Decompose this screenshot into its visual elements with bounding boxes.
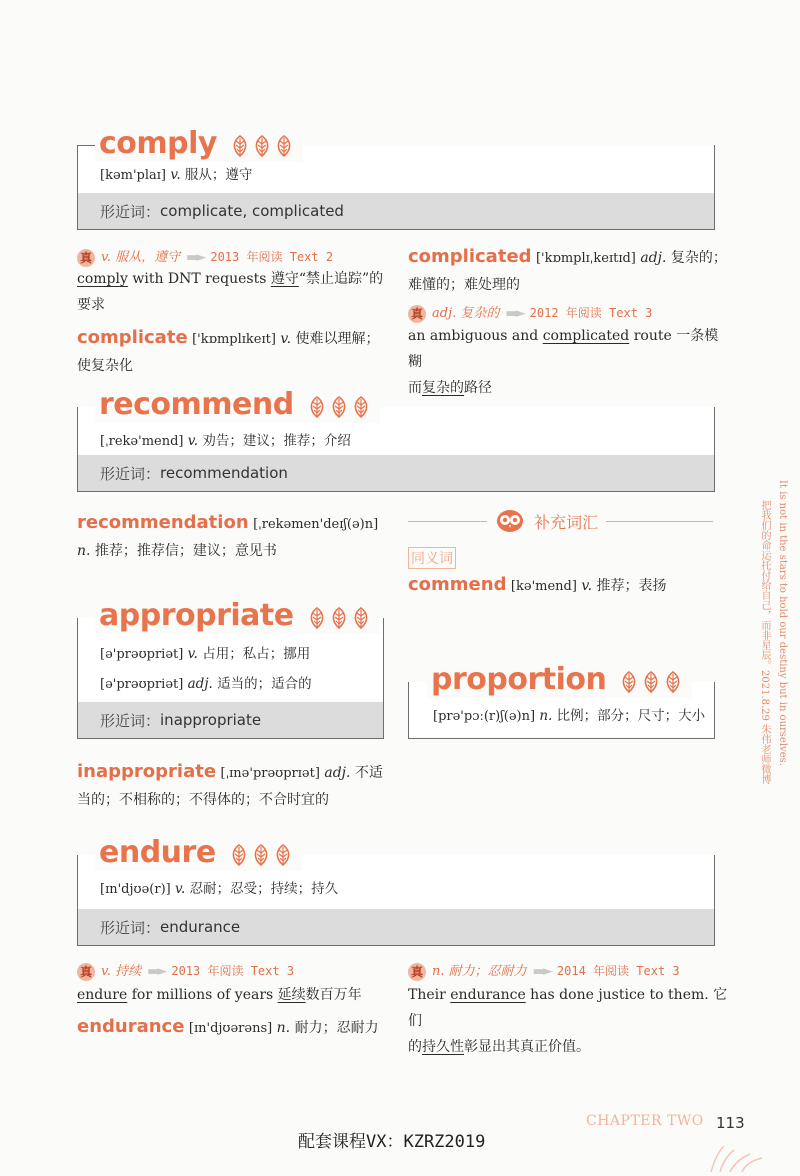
leaf-icon [330, 396, 348, 418]
complicated-example: an ambiguous and complicated route 一条模糊 而复杂的路径 [408, 328, 719, 396]
recommend-definition: [ˌrekə'mend] v. 劝告；建议；推荐；介绍 [100, 433, 351, 449]
recommend-headword: recommend [95, 387, 380, 423]
endurance-example: Their endurance has done justice to them. 它们 的持久性彰显出其真正价值。 [408, 987, 728, 1055]
appropriate-definition-1: [ə'prəʊpriət] v. 占用；私占；挪用 [100, 646, 311, 662]
side-quote-en: It is not in the stars to hold our destiny but in ourselves. [777, 480, 788, 766]
recommend-similar-band: 形近词： recommendation [78, 455, 714, 491]
leaf-icon [352, 396, 370, 418]
exam-marker-icon: 真 [408, 963, 426, 981]
grass-decoration-icon [706, 1142, 776, 1172]
page-number: 113 [716, 1114, 745, 1132]
appropriate-definition-2: [ə'prəʊpriət] adj. 适当的；适合的 [100, 676, 312, 692]
appropriate-similar-band: 形近词： inappropriate [78, 702, 383, 738]
endure-example: endure for millions of years 延续数百万年 [77, 987, 362, 1003]
leaf-icon [230, 844, 248, 866]
frequency-leaves [231, 127, 297, 162]
endure-headword: endure [95, 835, 302, 871]
comply-definition: [kəm'plaɪ] v. 服从；遵守 [100, 167, 253, 183]
endure-exam-header: 真 v. 持续 ▬► 2013 年阅读 Text 3 [77, 960, 294, 981]
recommendation-entry: recommendation [ˌrekəmen'deɪʃ(ə)n] n. 推荐；推荐信；建议；意见书 [77, 512, 379, 559]
exam-marker-icon: 真 [77, 963, 95, 981]
leaf-icon [642, 671, 660, 693]
endurance-exam-header: 真 n. 耐力；忍耐力 ▬► 2014 年阅读 Text 3 [408, 960, 680, 981]
owl-icon [495, 508, 525, 534]
comply-example: comply with DNT requests 遵守“禁止追踪”的 要求 [77, 271, 384, 313]
leaf-icon [664, 671, 682, 693]
appropriate-box [77, 618, 384, 739]
leaf-icon [231, 135, 249, 157]
endurance-entry: endurance [ɪn'djʊərəns] n. 耐力；忍耐力 [77, 1016, 379, 1037]
leaf-icon [308, 607, 326, 629]
frequency-leaves [230, 836, 296, 871]
leaf-icon [352, 607, 370, 629]
proportion-definition: [prə'pɔː(r)ʃ(ə)n] n. 比例；部分；尺寸；大小 [433, 708, 706, 724]
complicated-entry: complicated ['kɒmplɪˌkeɪtɪd] adj. 复杂的； 难懂的；难处理的 [408, 246, 727, 293]
frequency-leaves [308, 599, 374, 634]
complicate-entry: complicate ['kɒmplɪkeɪt] v. 使难以理解； 使复杂化 [77, 327, 380, 374]
comply-similar-band: 形近词： complicate, complicated [78, 193, 714, 229]
comply-top-line-left [77, 145, 95, 146]
endure-definition: [ɪn'djʊə(r)] v. 忍耐；忍受；持续；持久 [100, 881, 339, 897]
frequency-leaves [308, 388, 374, 423]
appropriate-headword: appropriate [95, 598, 380, 634]
leaf-icon [275, 135, 293, 157]
endure-similar-band: 形近词： endurance [78, 909, 714, 945]
exam-marker-icon: 真 [408, 305, 426, 323]
leaf-icon [252, 844, 270, 866]
exam-marker-icon: 真 [77, 249, 95, 267]
leaf-icon [330, 607, 348, 629]
leaf-icon [308, 396, 326, 418]
comply-exam-header: 真 v. 服从，遵守 ▬► 2013 年阅读 Text 2 [77, 246, 333, 267]
synonym-tag: 同义词 [408, 547, 456, 569]
side-quote-zh: 把我们的命运托付给自己，而非星辰。2021.8.29 朱伟老师微博 [759, 500, 770, 785]
proportion-headword: proportion [427, 662, 692, 698]
leaf-icon [274, 844, 292, 866]
leaf-icon [620, 671, 638, 693]
supplement-title: 补充词汇 [534, 512, 599, 532]
commend-entry: commend [kə'mend] v. 推荐；表扬 [408, 574, 667, 595]
inappropriate-entry: inappropriate [ˌɪnə'prəʊprɪət] adj. 不适 当的；不相称的；不得体的；不合时宜的 [77, 761, 383, 808]
watermark-text: 配套课程VX：KZRZ2019 [298, 1132, 486, 1152]
complicated-exam-header: 真 adj. 复杂的 ▬► 2012 年阅读 Text 3 [408, 302, 652, 323]
chapter-label: CHAPTER TWO [586, 1113, 704, 1129]
frequency-leaves [620, 663, 686, 698]
leaf-icon [253, 135, 271, 157]
supplement-header [487, 508, 606, 534]
comply-headword: comply [95, 126, 303, 162]
